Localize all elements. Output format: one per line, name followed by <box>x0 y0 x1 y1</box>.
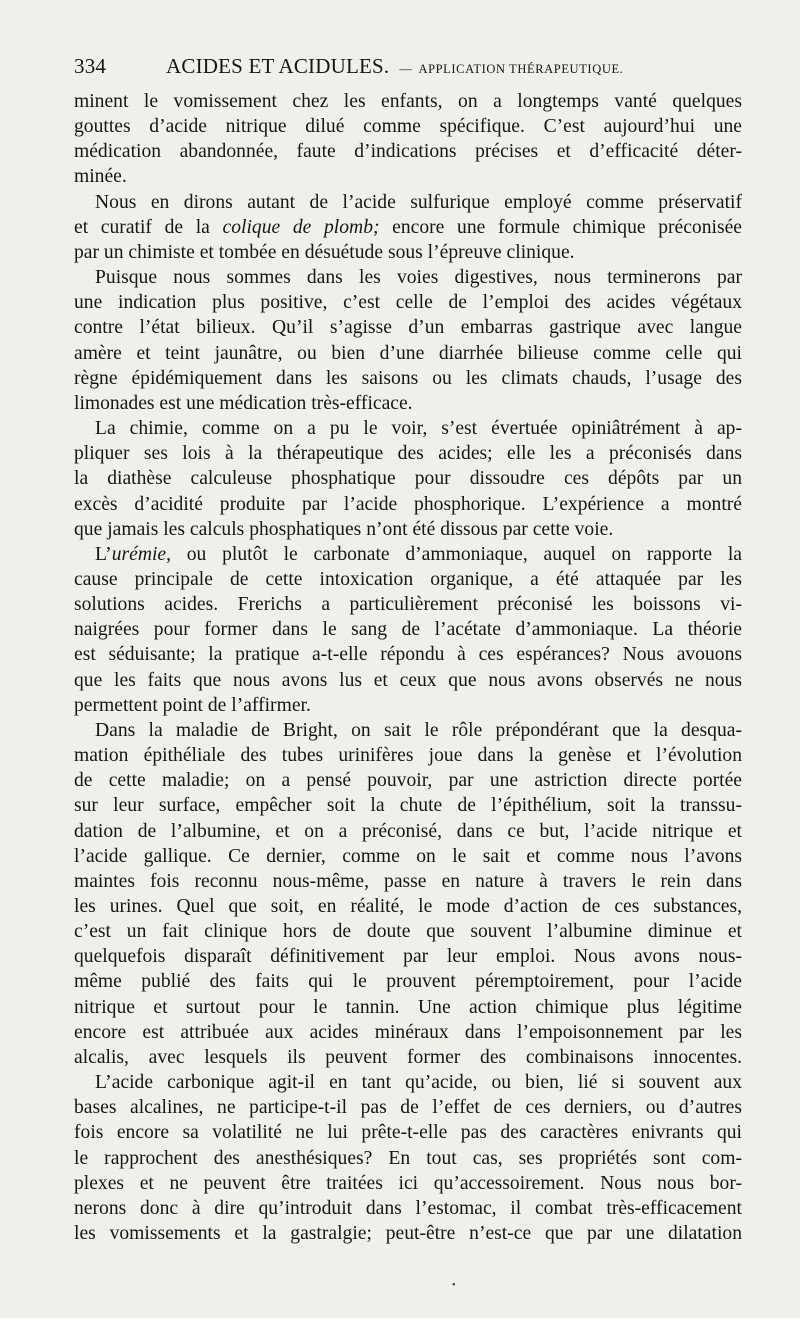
text-line: nitrique et surtout pour le tannin. Une action chimique plus légitime <box>74 996 742 1018</box>
text-line: l’acide gallique. Ce dernier, comme on le sait et comme nous l’avons <box>74 845 742 867</box>
text-line: et curatif de la colique de plomb; encore une formule chimique préconisée <box>74 216 742 238</box>
text-line: dation de l’albumine, et on a préconisé, dans ce but, l’acide nitrique et <box>74 820 742 842</box>
text-line: gouttes d’acide nitrique dilué comme spécifique. C’est aujourd’hui une <box>74 116 742 138</box>
paragraph-7 <box>74 1070 742 1246</box>
paragraph-5 <box>74 542 742 718</box>
body-text <box>74 89 742 1246</box>
text-line: de cette maladie; on a pensé pouvoir, par une astriction directe portée <box>74 770 742 792</box>
text-line: La chimie, comme on a pu le voir, s’est évertuée opiniâtrément à ap- <box>95 418 742 440</box>
text-line: pliquer ses lois à la thérapeutique des acides; elle les a préconisés dans <box>74 443 742 465</box>
text-line: la diathèse calculeuse phosphatique pour dissoudre ces dépôts par un <box>74 468 742 490</box>
text-line: excès d’acidité produite par l’acide phosphorique. L’expérience a montré <box>74 493 742 515</box>
italic-term: colique de plomb; <box>222 216 380 238</box>
text-line: L’urémie, ou plutôt le carbonate d’ammoniaque, auquel on rapporte la <box>95 543 742 565</box>
text-line: même publié des faits qui le prouvent péremptoirement, pour l’acide <box>74 971 742 993</box>
text-line: plexes et ne peuvent être traitées ici qu’accessoirement. Nous nous bor- <box>74 1172 742 1194</box>
paragraph-2 <box>74 190 742 265</box>
text-line: Puisque nous sommes dans les voies digestives, nous terminerons par <box>95 267 742 289</box>
paragraph-4 <box>74 416 742 542</box>
running-title: ACIDES ET ACIDULES. <box>166 54 390 78</box>
text-line: cause principale de cette intoxication organique, a été attaquée par les <box>74 568 742 590</box>
text-line: les vomissements et la gastralgie; peut-être n’est-ce que par une dilatation <box>74 1223 742 1245</box>
text-line: fois encore sa volatilité ne lui prête-t-elle pas des caractères enivrants qui <box>74 1122 742 1144</box>
text-line: contre l’état bilieux. Qu’il s’agisse d’un embarras gastrique avec langue <box>74 317 742 339</box>
text-line: naigrées pour former dans le sang de l’acétate d’ammoniaque. La théorie <box>74 619 742 641</box>
paragraph-6 <box>74 718 742 1070</box>
text-line: c’est un fait clinique hors de doute que souvent l’albumine diminue et <box>74 921 742 943</box>
text-line: mation épithéliale des tubes urinifères joue dans la genèse et l’évolution <box>74 745 742 767</box>
text-line: minent le vomissement chez les enfants, on a longtemps vanté quelques <box>74 91 742 112</box>
text-line: sur leur surface, empêcher soit la chute de l’épithélium, soit la transsu- <box>74 795 742 817</box>
text-line: que les faits que nous avons lus et ceux que nous avons observés ne nous <box>74 669 742 691</box>
text-line: L’acide carbonique agit-il en tant qu’acide, ou bien, lié si souvent aux <box>95 1072 742 1094</box>
header-separator: — <box>399 62 413 76</box>
text-line: les urines. Quel que soit, en réalité, le mode d’action de ces substances, <box>74 896 742 917</box>
text-line: solutions acides. Frerichs a particulièrement préconisé les boissons vi- <box>74 594 742 616</box>
text-line: règne épidémiquement dans les saisons ou les climats chauds, l’usage des <box>74 367 742 389</box>
italic-term: urémie, <box>111 543 172 565</box>
text-line: médication abandonnée, faute d’indications précises et d’efficacité déter- <box>74 141 742 163</box>
text-line: minée. <box>74 166 127 188</box>
text-line: est séduisante; la pratique a-t-elle répondu à ces espérances? Nous avouons <box>74 644 742 666</box>
text-line: alcalis, avec lesquels ils peuvent former des combinaisons innocentes. <box>74 1046 742 1068</box>
text-line: une indication plus positive, c’est celle de l’emploi des acides végétaux <box>74 292 742 314</box>
text-line: limonades est une médication très-efficace. <box>74 392 413 414</box>
paragraph-3 <box>74 265 742 416</box>
running-header <box>74 52 742 83</box>
text-line: bases alcalines, ne participe-t-il pas de l’effet de ces derniers, ou d’autres <box>74 1097 742 1119</box>
text-line: permettent point de l’affirmer. <box>74 694 311 716</box>
page-number: 334 <box>74 54 107 78</box>
text-line: amère et teint jaunâtre, ou bien d’une diarrhée bilieuse comme celle qui <box>74 342 742 364</box>
text-line: quelquefois disparaît définitivement par leur emploi. Nous avons nous- <box>74 946 742 968</box>
text-line: par un chimiste et tombée en désuétude sous l’épreuve clinique. <box>74 241 575 263</box>
footer-mark: • <box>452 1280 456 1291</box>
paragraph-1 <box>74 89 742 190</box>
text-line: nerons donc à dire qu’introduit dans l’estomac, il combat très-efficacement <box>74 1197 742 1219</box>
text-line: le rapprochent des anesthésiques? En tout cas, ses propriétés sont com- <box>74 1147 742 1169</box>
text-line: encore est attribuée aux acides minéraux dans l’empoisonnement par les <box>74 1021 742 1043</box>
text-line: que jamais les calculs phosphatiques n’ont été dissous par cette voie. <box>74 518 614 540</box>
text-line: maintes fois reconnu nous-même, passe en nature à travers le rein dans <box>74 870 742 892</box>
running-subtitle: APPLICATION THÉRAPEUTIQUE. <box>418 62 624 76</box>
text-line: Dans la maladie de Bright, on sait le rôle prépondérant que la desqua- <box>95 719 742 741</box>
text-line: Nous en dirons autant de l’acide sulfurique employé comme préservatif <box>95 191 742 213</box>
